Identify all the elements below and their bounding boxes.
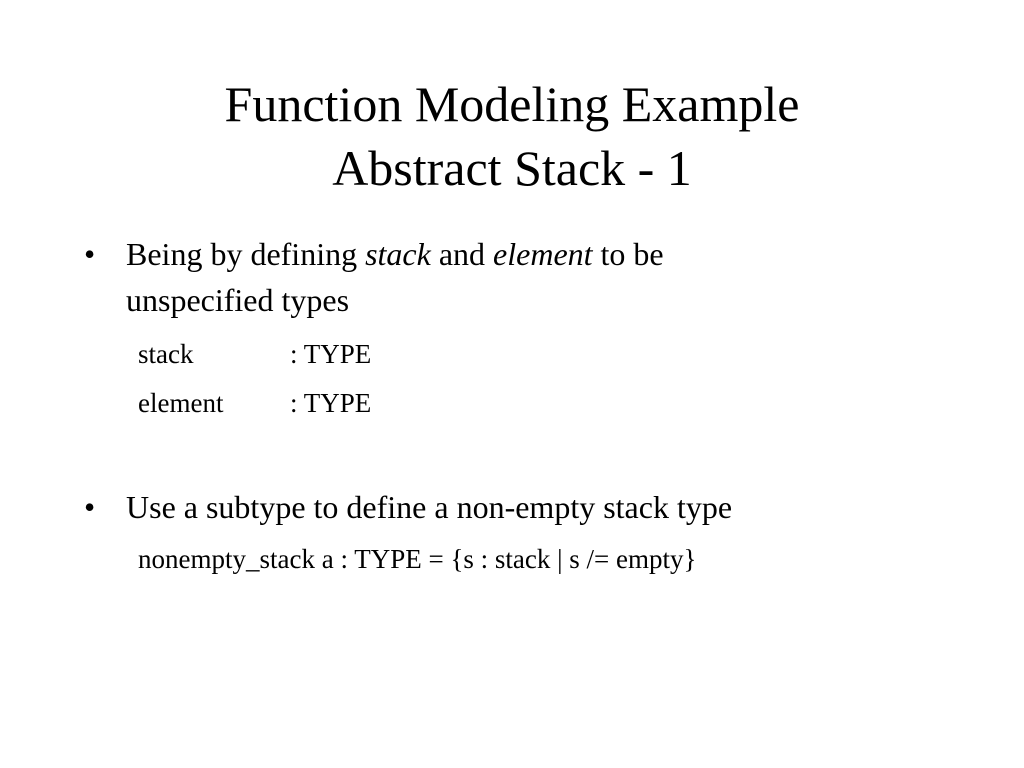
bullet-subtype <box>84 484 934 530</box>
declaration-stack <box>138 336 371 372</box>
bullet-text: Use a subtype to define a non-empty stack type <box>126 489 733 525</box>
declaration-type: : TYPE <box>290 388 372 418</box>
declaration-term: stack <box>138 339 194 369</box>
bullet-text-suffix: to be <box>592 236 664 272</box>
title-line-1: Function Modeling Example <box>224 76 800 132</box>
bullet-marker: • <box>84 489 96 525</box>
bullet-text-mid: and <box>430 236 494 272</box>
slide-title <box>0 72 1024 200</box>
title-line-2: Abstract Stack - 1 <box>332 140 692 196</box>
declaration-type: : TYPE <box>290 339 372 369</box>
term-stack: stack <box>365 236 431 272</box>
bullet-text <box>126 231 664 323</box>
subtype-definition: nonempty_stack a : TYPE = {s : stack | s /= empty} <box>138 544 697 574</box>
declaration-element <box>138 385 371 421</box>
bullet-define-types <box>84 231 884 323</box>
bullet-marker: • <box>84 236 96 272</box>
term-element: element <box>493 236 593 272</box>
declaration-term: element <box>138 388 224 418</box>
bullet-text-line-2: unspecified types <box>126 282 350 318</box>
bullet-text-prefix: Being by defining <box>126 236 366 272</box>
